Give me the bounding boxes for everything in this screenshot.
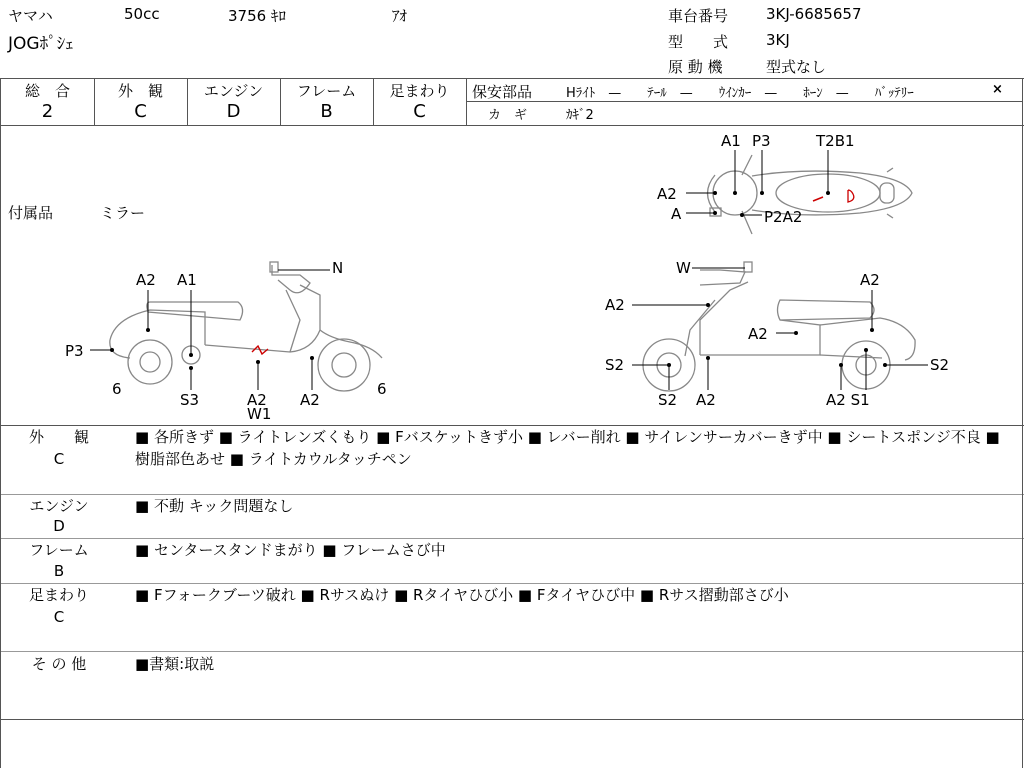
mark-left-a1: A1	[177, 271, 197, 289]
grade-label-overall: 総 合	[24, 82, 70, 100]
type-label: 型 式	[668, 33, 729, 51]
section-text: ■ Fフォークブーツ破れ ■ Rサスぬけ ■ Rタイヤひび小 ■ Fタイヤひび中 ■ Rサス摺動部さび小	[135, 586, 789, 604]
model-name: JOGﾎﾟｼｪ	[8, 34, 74, 54]
mark-right-w: W	[676, 259, 691, 277]
mark-left-6b: 6	[377, 380, 387, 398]
grade-label-exterior: 外 観	[117, 82, 163, 100]
mileage: 3756 ｷﾛ	[228, 7, 286, 25]
key-value: ｶｷﾞ2	[566, 108, 594, 123]
grade-value-suspension: C	[413, 101, 426, 122]
frame-no: 3KJ-6685657	[766, 5, 862, 23]
safety-label: 保安部品	[472, 83, 533, 101]
section-grade: C	[53, 450, 65, 468]
grade-label-engine: エンジン	[203, 82, 264, 100]
section-label: そ の 他	[31, 655, 87, 673]
mark-right-s2a: S2	[605, 356, 625, 374]
accessories-value: ミラー	[100, 204, 146, 222]
mark-right-a2d: A2	[696, 391, 716, 409]
mark-right-s2b: S2	[658, 391, 678, 409]
mark-left-n: N	[332, 259, 344, 277]
accessories-label: 付属品	[8, 204, 54, 222]
mark-left-a2: A2	[136, 271, 156, 289]
mark-top-p2a2: P2A2	[764, 208, 803, 226]
mark-left-a2w1-b: W1	[247, 405, 272, 423]
maker: ヤマハ	[8, 7, 53, 25]
mark-top-a: A	[671, 205, 682, 223]
mark-left-s3: S3	[180, 391, 200, 409]
section-label: 外 観	[28, 428, 89, 446]
key-label: カ ギ	[488, 108, 528, 123]
engine-label: 原 動 機	[668, 58, 723, 76]
mark-top-p3: P3	[752, 132, 771, 150]
section-text: ■書類:取説	[135, 655, 215, 673]
section-label: 足まわり	[28, 586, 89, 604]
mark-right-a2s1: A2 S1	[826, 391, 870, 409]
mark-top-a1: A1	[721, 132, 741, 150]
section-label: エンジン	[29, 497, 89, 515]
mark-left-6a: 6	[112, 380, 122, 398]
mark-right-a2a: A2	[605, 296, 625, 314]
section-text: ■ 不動 キック問題なし	[135, 497, 294, 515]
mark-left-a2w1-a: A2	[247, 391, 267, 409]
grade-value-frame: B	[320, 101, 333, 122]
type-value: 3KJ	[766, 31, 790, 49]
color: ｱｵ	[392, 7, 408, 25]
section-label: フレーム	[29, 541, 89, 559]
frame-no-label: 車台番号	[668, 7, 729, 25]
battery-mark: ×	[992, 82, 1003, 97]
grade-value-overall: 2	[41, 101, 54, 122]
section-text: ■ センタースタンドまがり ■ フレームさび中	[135, 541, 446, 559]
mark-top-a2: A2	[657, 185, 677, 203]
grade-value-exterior: C	[134, 101, 147, 122]
grade-label-frame: フレーム	[296, 82, 357, 100]
engine-value: 型式なし	[766, 58, 827, 76]
section-grade: C	[53, 608, 65, 626]
displacement: 50cc	[124, 5, 160, 23]
safety-items: Hﾗｲﾄ — ﾃｰﾙ — ｳｲﾝｶｰ — ﾎｰﾝ — ﾊﾞｯﾃﾘｰ	[566, 86, 914, 101]
grade-value-engine: D	[226, 101, 241, 122]
mark-right-a2c: A2	[860, 271, 880, 289]
mark-left-p3: P3	[65, 342, 84, 360]
mark-right-s2c: S2	[930, 356, 950, 374]
section-grade: B	[53, 562, 65, 580]
mark-left-a2b: A2	[300, 391, 320, 409]
section-grade: D	[53, 517, 65, 535]
section-text: ■ 各所きず ■ ライトレンズくもり ■ Fバスケットきず小 ■ レバー削れ ■ サイレンサーカバーきず中 ■ シートスポンジ不良 ■ 樹脂部色あせ ■ ライトカウルタッチペン	[135, 428, 1000, 468]
mark-top-t2b1: T2B1	[816, 132, 855, 150]
grade-label-suspension: 足まわり	[389, 82, 450, 100]
mark-right-a2b: A2	[748, 325, 768, 343]
